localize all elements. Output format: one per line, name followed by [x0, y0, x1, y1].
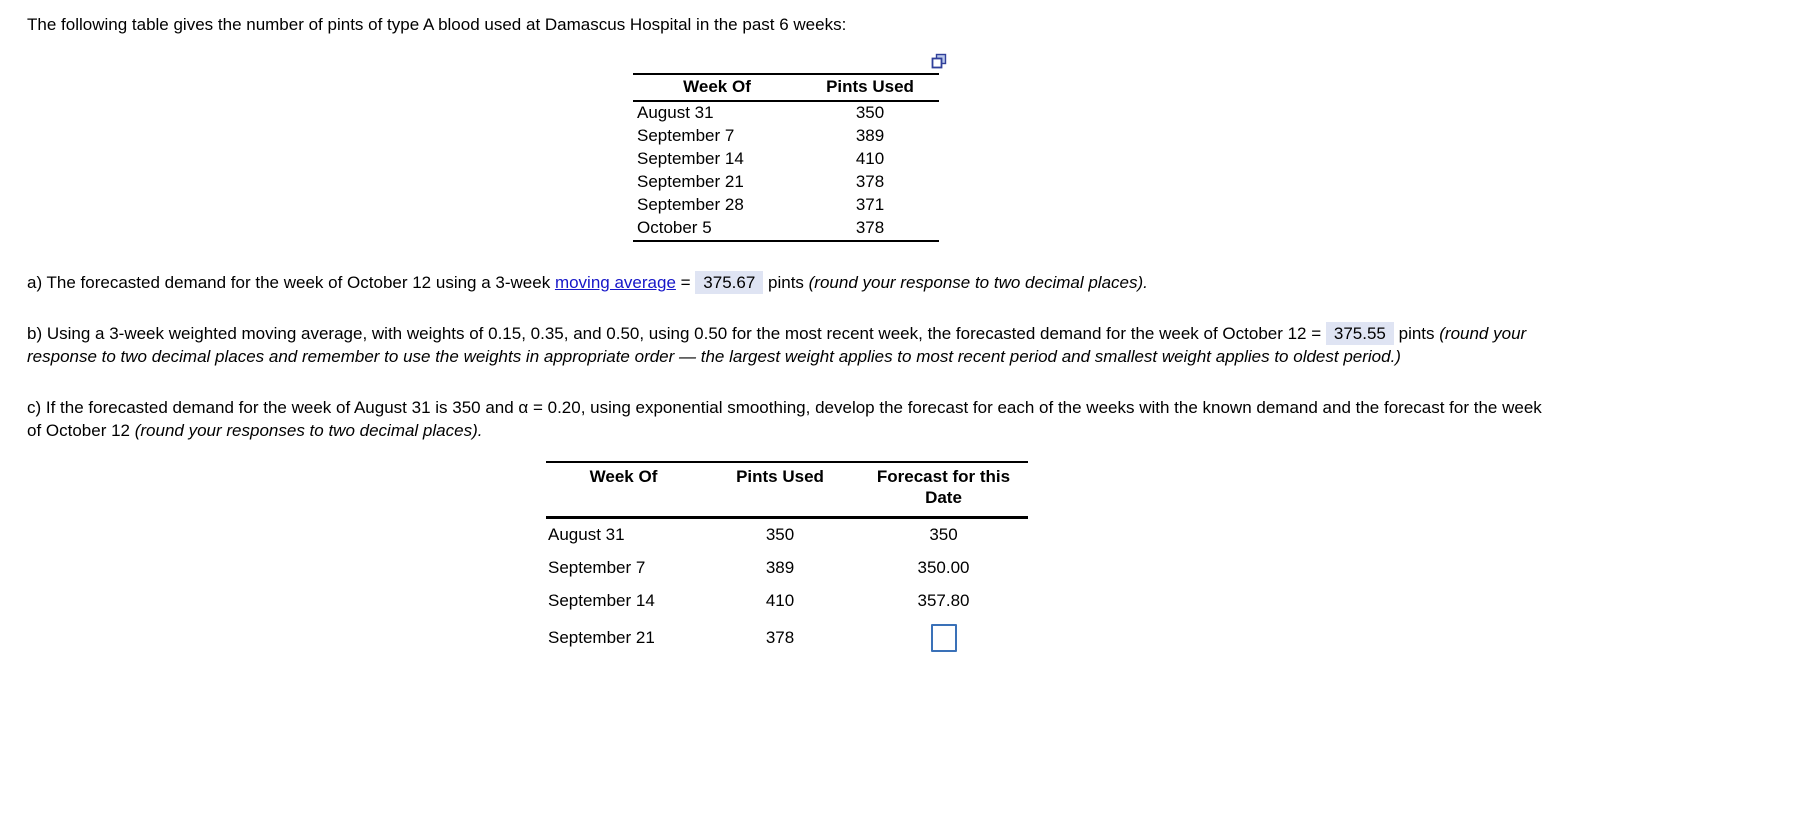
part-a-equals: =	[675, 273, 696, 292]
table2-header-week-of: Week Of	[546, 462, 701, 518]
forecast-table	[546, 461, 1028, 660]
part-c-note: (round your responses to two decimal places).	[134, 420, 483, 440]
table1-header-pints-used: Pints Used	[801, 74, 939, 101]
week-cell: September 7	[637, 126, 735, 145]
week-cell: September 14	[548, 591, 655, 611]
table-row	[633, 148, 939, 171]
part-b-unit: pints	[1393, 323, 1440, 343]
week-cell: September 21	[637, 172, 744, 191]
week-cell: September 7	[548, 558, 646, 578]
copy-table-button[interactable]	[931, 53, 947, 69]
pints-cell: 410	[765, 591, 795, 611]
week-cell: September 28	[637, 195, 744, 214]
blood-usage-table	[633, 73, 939, 242]
pints-cell: 389	[765, 558, 795, 578]
pints-cell: 378	[855, 218, 885, 237]
part-a-answer: 375.67	[695, 271, 763, 294]
forecast-cell: 350.00	[917, 558, 970, 578]
table2-header-pints-used: Pints Used	[701, 462, 859, 518]
copy-icon	[931, 53, 947, 69]
table1-header-row	[633, 74, 939, 101]
table-row	[546, 585, 1028, 618]
week-cell: September 14	[637, 149, 744, 168]
pints-cell: 371	[855, 195, 885, 214]
table-row	[546, 618, 1028, 659]
part-b-paragraph	[27, 323, 1542, 369]
forecast-cell	[859, 618, 1028, 659]
table-row	[546, 552, 1028, 585]
week-cell: August 31	[637, 103, 714, 122]
pints-cell: 389	[855, 126, 885, 145]
week-cell: September 21	[548, 628, 655, 648]
pints-cell: 378	[765, 628, 795, 648]
table-row	[633, 194, 939, 217]
pints-cell: 350	[765, 525, 795, 545]
question-intro: The following table gives the number of pints of type A blood used at Damascus Hospital in the past 6 weeks:	[27, 15, 847, 34]
part-b-text: b) Using a 3-week weighted moving average, with weights of 0.15, 0.35, and 0.50, using 0.50 for the most recent week, the forecasted demand for the week of October 12 =	[27, 323, 1326, 343]
part-a-unit: pints	[763, 273, 809, 292]
table2-header-row	[546, 462, 1028, 518]
table-row	[633, 171, 939, 194]
part-a-text: a) The forecasted demand for the week of October 12 using a 3-week	[27, 273, 555, 292]
forecast-input[interactable]	[931, 624, 957, 652]
part-c-paragraph	[27, 397, 1542, 443]
part-b-note: (round your response to two decimal places and remember to use the weights in appropriate order — the largest weight applies to most recent period and smallest weight applies to oldest period.)	[27, 323, 1527, 366]
part-a-paragraph	[27, 272, 1542, 295]
pints-cell: 350	[855, 103, 885, 122]
blood-usage-table-container	[633, 73, 939, 242]
table-row	[633, 217, 939, 241]
forecast-cell: 350	[929, 525, 958, 545]
week-cell: August 31	[548, 525, 625, 545]
table2-header-forecast: Forecast for this Date	[859, 462, 1028, 518]
part-b-answer: 375.55	[1326, 322, 1394, 345]
table-row	[546, 518, 1028, 553]
pints-cell: 378	[855, 172, 885, 191]
table-row	[633, 101, 939, 125]
table-row	[633, 125, 939, 148]
table1-header-week-of: Week Of	[633, 74, 801, 101]
part-a-note: (round your response to two decimal places).	[808, 273, 1148, 292]
forecast-cell: 357.80	[917, 591, 970, 611]
part-c-text: c) If the forecasted demand for the week of August 31 is 350 and α = 0.20, using exponential smoothing, develop the forecast for each of the weeks with the known demand and the forecast for the week of October 12	[27, 397, 1542, 440]
pints-cell: 410	[855, 149, 885, 168]
week-cell: October 5	[637, 218, 712, 237]
forecast-table-container	[546, 461, 1028, 700]
moving-average-link[interactable]: moving average	[554, 273, 676, 292]
